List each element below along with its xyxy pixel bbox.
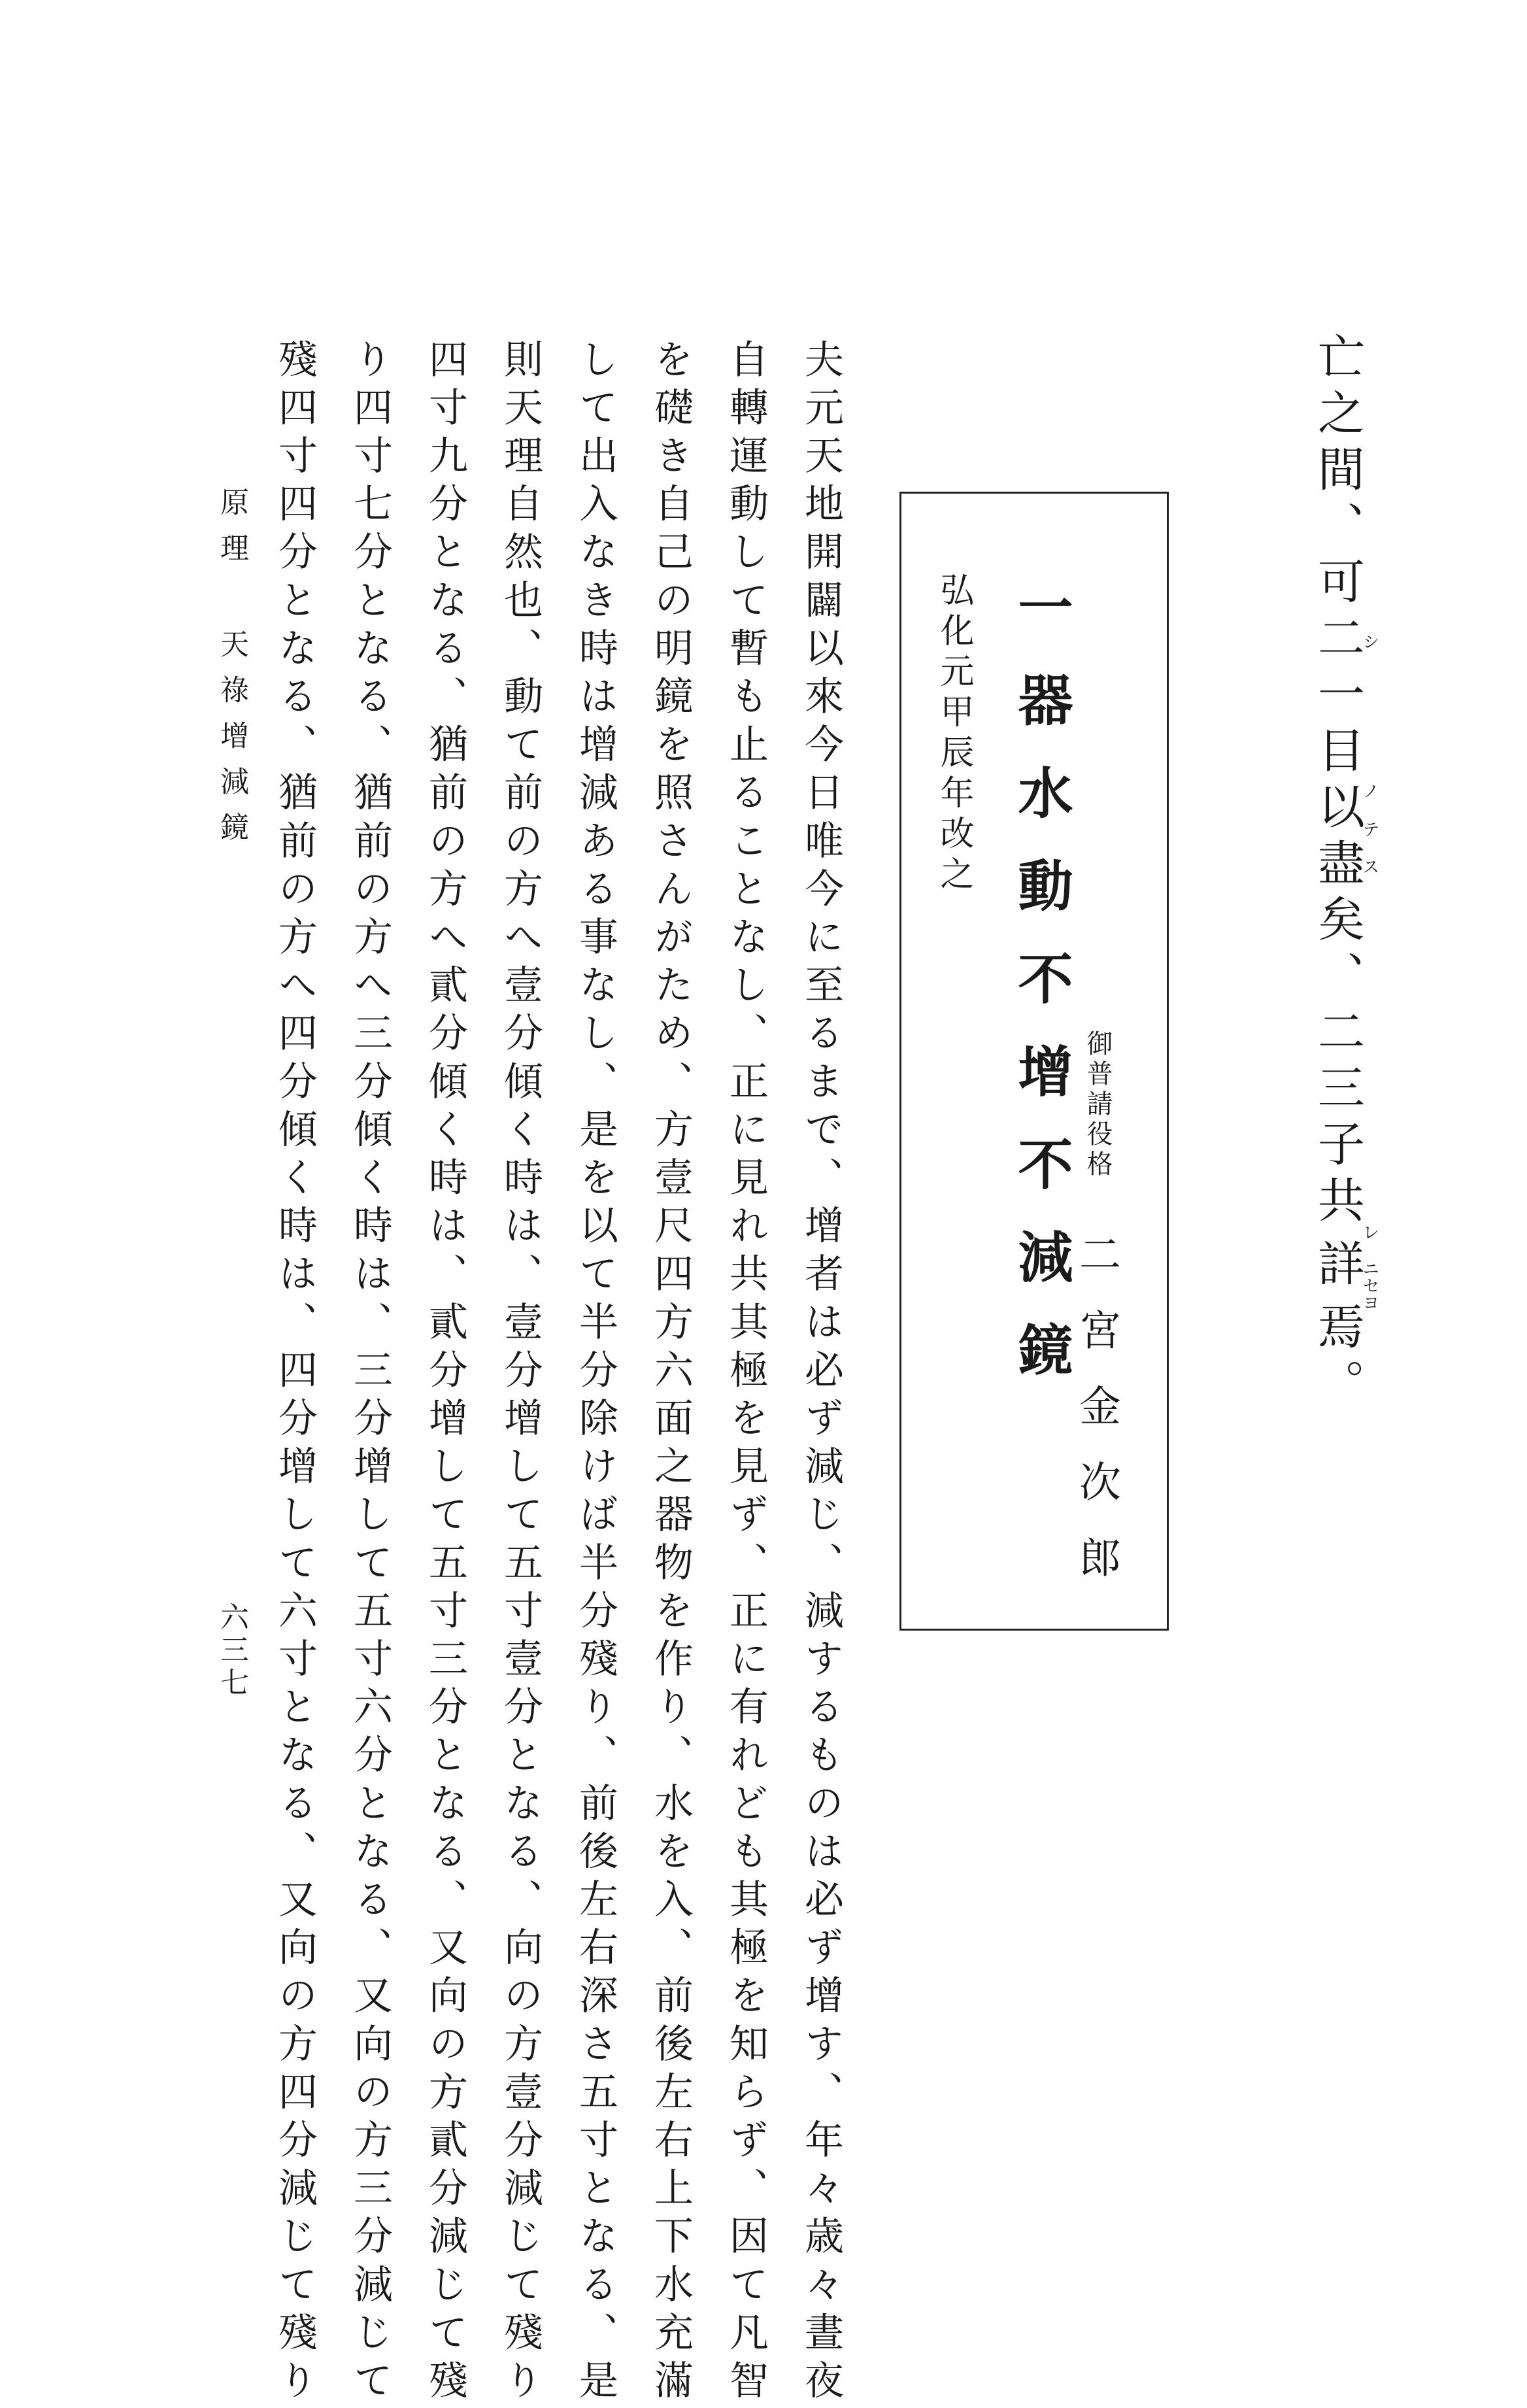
continuation-text: 亡之間、可 — [1310, 332, 1365, 613]
running-head: 原理 天祿增減鏡 — [215, 487, 248, 858]
continuation-text: 一目 — [1310, 670, 1365, 782]
author-name: 二宮金次郎 — [1072, 1232, 1120, 1612]
continuation-line — [1310, 332, 1379, 1415]
continuation-text: 焉。 — [1310, 1302, 1365, 1415]
essay-title: 一器水動不增不減鏡 — [1009, 579, 1074, 1414]
gloss-group: 詳レ ニセヨ — [1310, 1223, 1379, 1311]
reading-gloss: レ ニセヨ — [1360, 1223, 1379, 1311]
body-column-8: 殘四寸四分となる、猶前の方へ四分傾く時は、四分增して六寸となる、又向の方四分減じて殘り — [272, 339, 318, 2408]
body-column-6: 四寸九分となる、猶前の方へ貳分傾く時は、貳分增して五寸三分となる、又向の方貳分減じて殘 — [422, 339, 468, 2408]
gloss-group: 盡ス — [1310, 838, 1379, 894]
body-column-5: 則天理自然也、動て前の方へ壹分傾く時は、壹分增して五寸壹分となる、向の方壹分減じて殘り — [497, 339, 543, 2408]
reading-gloss: ス — [1360, 838, 1379, 894]
gloss-group: 以ノ テ — [1310, 782, 1379, 838]
continuation-text: 矣、二三子共 — [1310, 894, 1365, 1232]
reading-gloss: シ — [1360, 613, 1379, 670]
title-box — [899, 492, 1169, 1631]
body-column-7: り四寸七分となる、猶前の方へ三分傾く時は、三分增して五寸六分となる、又向の方三分減じて — [347, 339, 393, 2408]
body-column-2: 自轉運動して暫も止ることなし、正に見れ共其極を見ず、正に有れども其極を知らず、因て凡智 — [723, 339, 769, 2408]
body-column-1: 夫元天地開闢以來今日唯今に至るまで、增者は必ず減じ、減するものは必ず增す、年々歳々晝夜 — [798, 339, 844, 2408]
era-note: 弘化元甲辰年改之 — [934, 572, 973, 896]
body-column-3: を礎き自己の明鏡を照さんがため、方壹尺四方六面之器物を作り、水を入、前後左右上下水充滿 — [648, 339, 694, 2408]
page-number: 六三七 — [215, 1602, 248, 1700]
gloss-group: 二シ — [1310, 613, 1379, 670]
reading-gloss: ノ テ — [1360, 782, 1379, 838]
body-column-4: して出入なき時は增減ある事なし、是を以て半分除けば半分殘り、前後左右深さ五寸となる、是 — [573, 339, 618, 2408]
author-role: 御普請役格 — [1082, 1030, 1113, 1180]
